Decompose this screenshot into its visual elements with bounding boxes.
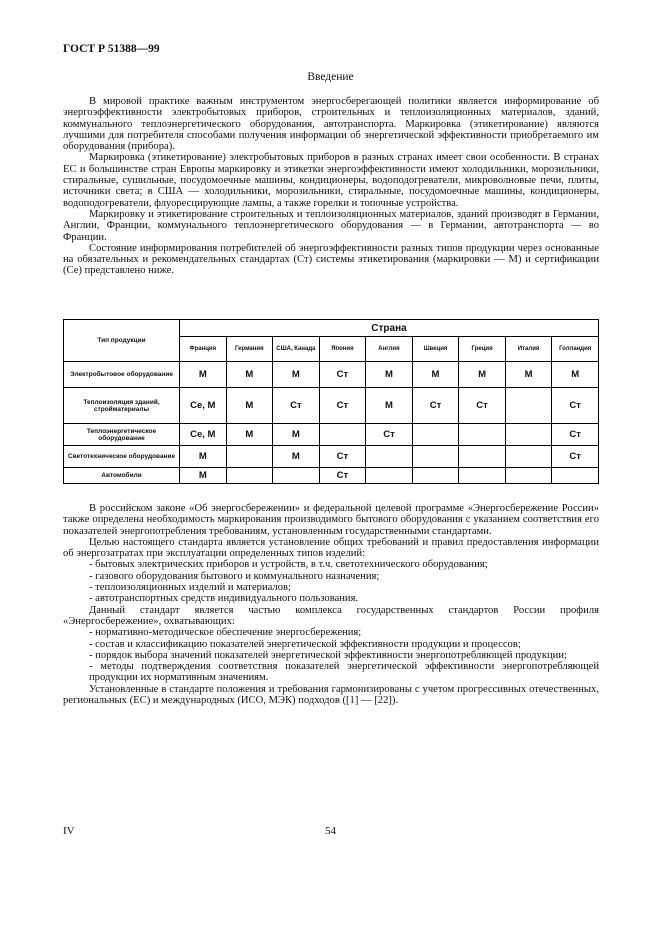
page-number: 54 <box>325 825 336 837</box>
table-cell: М <box>505 362 552 388</box>
table-cell: М <box>226 362 273 388</box>
table-cell <box>459 424 506 446</box>
table-cell <box>552 468 599 484</box>
country-header: Франция <box>180 337 227 362</box>
table-cell: М <box>226 424 273 446</box>
table-cell: Ст <box>552 424 599 446</box>
roman-page-number: IV <box>63 825 75 837</box>
table-cell: М <box>180 362 227 388</box>
intro-text <box>63 96 599 277</box>
country-header: Италия <box>505 337 552 362</box>
table-cell: Ст <box>319 446 366 468</box>
table-cell <box>226 446 273 468</box>
table-cell <box>505 424 552 446</box>
table-cell <box>412 468 459 484</box>
table-row <box>64 424 599 446</box>
product-type-cell: Автомобили <box>64 468 180 484</box>
table-cell: Ст <box>319 468 366 484</box>
list-item: - бытовых электрических приборов и устройств, в т.ч. светотехнического оборудования; <box>89 559 488 571</box>
table-cell: Ст <box>459 388 506 424</box>
table-cell <box>505 388 552 424</box>
table-cell <box>459 446 506 468</box>
document-id: ГОСТ Р 51388—99 <box>63 43 160 55</box>
table-cell: Ст <box>319 362 366 388</box>
country-header: Англия <box>366 337 413 362</box>
country-group-header: Страна <box>180 320 599 337</box>
country-header: Голландия <box>552 337 599 362</box>
paragraph: Маркировка (этикетирование) электробытовых приборов в разных странах имеет свои особенности. В странах ЕС и большинстве стран Европы маркировку и этикетки энергоэффективности имеют холодильники, морозильники, стиральные, сушильные, посудомоечные машины, кондиционеры, водоподогреватели, микроволновые печи, плиты, источники света; в США — холодильники, морозильники, стиральные, посудомоечные машины, кондиционеры, водоподогреватели, флуоресцирующие лампы, а также горелки и топочные устройства. <box>63 152 599 209</box>
product-type-cell: Теплоэнергетическое оборудование <box>64 424 180 446</box>
country-header: Швеция <box>412 337 459 362</box>
table-cell <box>505 446 552 468</box>
section-title: Введение <box>307 71 354 83</box>
paragraph: В мировой практике важным инструментом энергосберегающей политики является информирование об энергоэффективности электробытовых приборов, строительных и теплоизоляционных материалов, зданий, коммунального теплоэнергетического оборудования, автотранспорта. Маркировка (этикетирование) являются лучшими для потребителя способами получения информации об энергетической эффективности приобретаемого им оборудования (прибора). <box>63 96 599 153</box>
paragraph: Данный стандарт является частью комплекса государственных стандартов России профиля «Энергосбережение», охватывающих: <box>63 604 599 627</box>
table-cell <box>412 446 459 468</box>
table-cell: М <box>552 362 599 388</box>
country-header: Германия <box>226 337 273 362</box>
list-item: - состав и классификацию показателей энергетической эффективности продукции и процессов; <box>89 638 521 650</box>
table-cell: М <box>273 424 320 446</box>
product-type-cell: Теплоизоляция зданий, стройматериалы <box>64 388 180 424</box>
list-item: - нормативно-методическое обеспечение энергосбережения; <box>89 627 362 639</box>
product-type-cell: Светотехническое оборудование <box>64 446 180 468</box>
table-row <box>64 468 599 484</box>
paragraph: Целью настоящего стандарта является установление общих требований и правил предоставления информации об энергозатратах при эксплуатации определенных типов изделий: <box>63 536 599 560</box>
table-row <box>64 362 599 388</box>
product-type-header: Тип продукции <box>64 320 180 362</box>
table-row <box>64 446 599 468</box>
table-cell <box>273 468 320 484</box>
table-cell: М <box>459 362 506 388</box>
list-item: - методы подтверждения соответствия показателей энергетической эффективности энергопотребляющей продукции их нормативным значениям. <box>89 661 599 684</box>
table-cell <box>505 468 552 484</box>
table-cell <box>366 446 413 468</box>
table-cell: М <box>273 362 320 388</box>
table-cell: М <box>180 468 227 484</box>
table-cell: Се, М <box>180 424 227 446</box>
country-header: США, Канада <box>273 337 320 362</box>
labeling-table <box>63 319 599 484</box>
table-cell: Ст <box>273 388 320 424</box>
table-cell: Ст <box>552 388 599 424</box>
product-type-cell: Электробытовое оборудование <box>64 362 180 388</box>
table-cell <box>366 468 413 484</box>
list-item: - теплоизоляционных изделий и материалов; <box>89 582 291 594</box>
list-item: - порядок выбора значений показателей энергетической эффективности энергопотребляющей продукции; <box>89 649 567 661</box>
table-cell: Ст <box>412 388 459 424</box>
paragraph: В российском законе «Об энергосбережении» и федеральной целевой программе «Энергосбережение России» также определена необходимость маркирования производимого бытового оборудования с указанием соответствия его показателей энергопотребления требованиям, установленным государственными стандартами. <box>63 503 599 537</box>
table-cell: Ст <box>366 424 413 446</box>
table-cell: М <box>226 388 273 424</box>
list-item: - автотранспортных средств индивидуального пользования. <box>89 593 359 605</box>
table-cell: Ст <box>319 388 366 424</box>
table-cell: Ст <box>552 446 599 468</box>
country-header: Греция <box>459 337 506 362</box>
country-header: Япония <box>319 337 366 362</box>
table-row <box>64 388 599 424</box>
body-text <box>63 503 599 706</box>
table-cell <box>459 468 506 484</box>
list-item: - газового оборудования бытового и коммунального назначения; <box>89 570 380 582</box>
paragraph: Состояние информирования потребителей об энергоэффективности разных типов продукции через основанные на обязательных и рекомендательных стандартах (Ст) системы этикетирования (маркировки — М) и сертификации (Се) представлено ниже. <box>63 242 599 277</box>
table-cell: Се, М <box>180 388 227 424</box>
table-cell: М <box>366 388 413 424</box>
table-cell <box>319 424 366 446</box>
table-cell <box>226 468 273 484</box>
table-cell: М <box>366 362 413 388</box>
table-cell: М <box>273 446 320 468</box>
table-cell <box>412 424 459 446</box>
paragraph: Установленные в стандарте положения и требования гармонизированы с учетом прогрессивных отечественных, региональных (ЕС) и международных (ИСО, МЭК) подходов ([1] — [22]). <box>63 683 599 707</box>
paragraph: Маркировку и этикетирование строительных и теплоизоляционных материалов, зданий производят в Германии, Англии, Франции, коммунального теплоэнергетического оборудования — в Германии, автотранспорта — во Франции. <box>63 208 599 243</box>
table-cell: М <box>412 362 459 388</box>
table-cell: М <box>180 446 227 468</box>
